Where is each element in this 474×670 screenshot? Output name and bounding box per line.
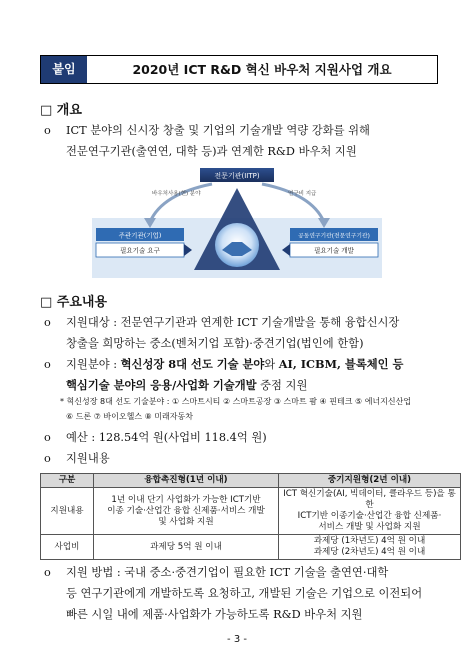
section-heading-main-content: □ 주요내용	[40, 295, 108, 310]
support-content-text: 지원내용	[66, 452, 110, 465]
budget-text: 예산 : 128.54억 원(사업비 118.4억 원)	[66, 431, 267, 444]
support-content-paragraph	[44, 448, 446, 469]
method-line-2: 등 연구기관에게 개발하도록 요청하고, 개발된 기술은 기업으로 이전되어	[66, 587, 423, 600]
target-line-1: 전문연구기관과 연계한 ICT 기술개발을 통해 융합신시장	[120, 316, 400, 329]
target-line-2: 창출을 희망하는 중소(벤처기업 포함)·중견기업(법인에 한함)	[66, 337, 364, 350]
joint-research-label: 공동연구기관(전문연구기관)	[298, 233, 370, 240]
title-banner	[40, 55, 438, 84]
table-cell	[94, 488, 279, 535]
table-cell: 지원내용	[41, 488, 94, 535]
bullet-marker: o	[44, 358, 51, 371]
note-line-2: ⑥ 드론 ⑦ 바이오헬스 ⑧ 미래자동차	[66, 412, 193, 421]
table-header: 중기지원형(2년 이내)	[279, 474, 461, 488]
bullet-marker: o	[44, 316, 51, 329]
tech-fields-note	[60, 394, 460, 424]
table-cell	[279, 488, 461, 535]
bullet-marker: o	[44, 452, 51, 465]
cell-line: 1년 이내 단기 사업화가 가능한 ICT기반	[111, 494, 261, 505]
cell-line: 서비스 개발 및 사업화 지원	[318, 522, 421, 532]
lead-institution-label: 주관기관(기업)	[118, 231, 162, 240]
cell-line: 이종 기술·산업간 융합 신제품·서비스 개발	[107, 505, 265, 516]
method-line-3: 빠른 시일 내에 제품·사업화가 가능하도록 R&D 바우처 지원	[66, 608, 363, 621]
page-number: - 3 -	[227, 634, 247, 645]
right-arrow-label: 연구비 지급	[288, 191, 317, 197]
method-line-1: 지원 방법 : 국내 중소·중견기업이 필요한 ICT 기술을 출연연·대학	[66, 566, 389, 579]
field-bold-1: 혁신성장 8대 선도 기술 분야	[120, 357, 265, 371]
field-paragraph	[44, 354, 446, 396]
overview-line-2: 전문연구기관(출연연, 대학 등)과 연계한 R&D 바우처 지원	[66, 145, 357, 158]
table-cell: 과제당 5억 원 이내	[94, 535, 279, 560]
voucher-structure-diagram	[92, 166, 382, 278]
bullet-marker: o	[44, 431, 51, 444]
table-header: 융합촉진형(1년 이내)	[94, 474, 279, 488]
right-curved-arrow	[262, 184, 324, 222]
note-line-1: * 혁신성장 8대 선도 기술분야 : ① 스마트시티 ② 스마트공장 ③ 스마트 팜 ④ 핀테크 ⑤ 에너지신산업	[60, 397, 412, 406]
target-paragraph	[44, 312, 446, 354]
field-bold-2: AI, ICBM, 블록체인 등	[278, 357, 404, 371]
field-line-2-tail: 중점 지원	[256, 379, 308, 392]
bullet-marker: o	[44, 566, 51, 579]
overview-paragraph	[44, 120, 446, 162]
document-title: 2020년 ICT R&D 혁신 바우처 지원사업 개요	[132, 62, 392, 77]
cell-line: ICT 혁신기술(AI, 빅데이터, 클라우드 등)을 통한	[283, 489, 456, 510]
cell-line: ICT기반 이종기술·산업간 융합 신제품·	[297, 511, 442, 521]
attachment-tag: 붙임	[41, 56, 87, 83]
table-header-row	[41, 474, 461, 488]
cell-line: 및 사업화 지원	[158, 516, 214, 527]
table-header: 구분	[41, 474, 94, 488]
target-label: 지원대상 :	[66, 316, 121, 329]
section-heading-overview: □ 개요	[40, 103, 82, 118]
table-row	[41, 488, 461, 535]
support-table	[40, 473, 461, 560]
field-line-2-bold: 핵심기술 분야의 응용/사업화 기술개발	[66, 378, 257, 392]
left-curved-arrow	[150, 184, 212, 222]
field-label: 지원분야 :	[66, 358, 121, 371]
overview-line-1: ICT 분야의 신시장 창출 및 기업의 기술개발 역량 강화를 위해	[66, 124, 370, 137]
field-mid: 와	[264, 358, 279, 371]
lead-need-label: 필요기술 요구	[120, 246, 160, 255]
iitp-box-label: 전문기관(IITP)	[214, 172, 260, 180]
table-cell: 사업비	[41, 535, 94, 560]
joint-develop-label: 필요기술 개발	[314, 246, 354, 255]
cell-line: 과제당 (1차년도) 4억 원 이내	[313, 536, 426, 546]
table-row	[41, 535, 461, 560]
table-cell	[279, 535, 461, 560]
budget-paragraph	[44, 427, 446, 448]
bullet-marker: o	[44, 124, 51, 137]
cell-line: 과제당 (2차년도) 4억 원 이내	[313, 547, 426, 557]
method-paragraph	[44, 562, 446, 625]
left-arrow-label: 바우처사용(현) 분야	[152, 191, 201, 197]
